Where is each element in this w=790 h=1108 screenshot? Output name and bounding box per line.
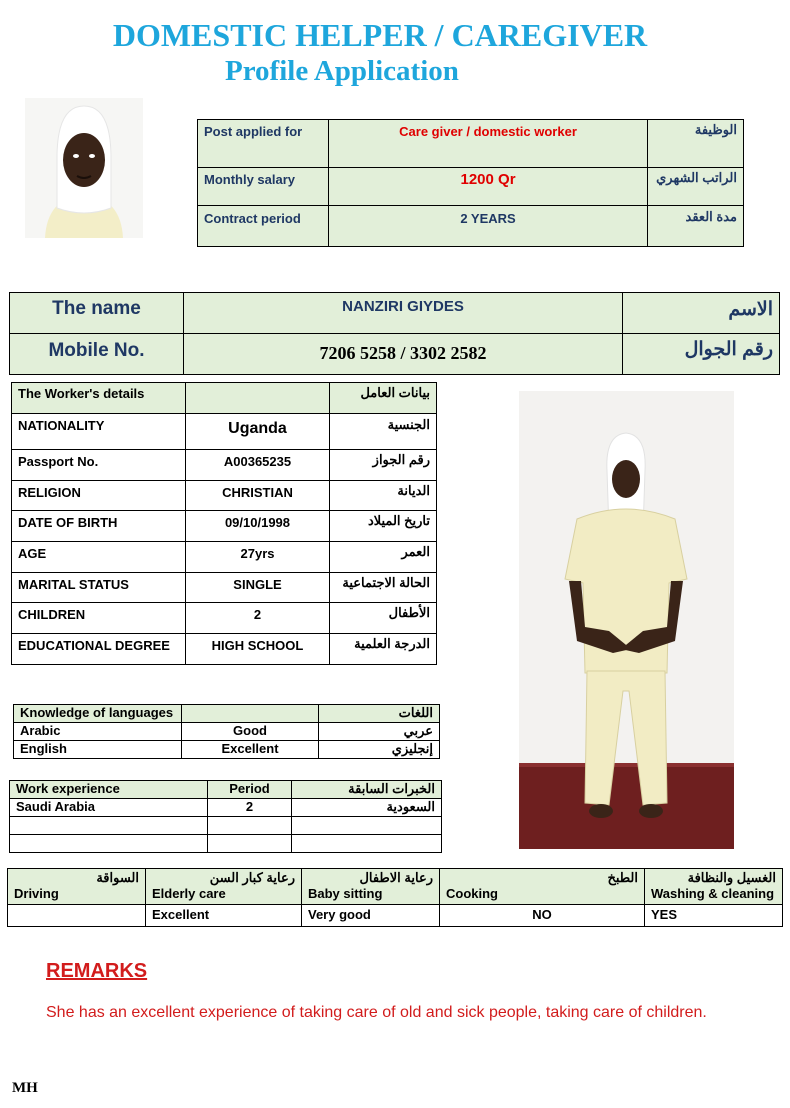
marital-value: SINGLE [186, 573, 330, 603]
details-row [12, 573, 437, 603]
language-label: Arabic [14, 723, 182, 741]
skill-baby [302, 869, 440, 905]
marital-arabic: الحالة الاجتماعية [330, 573, 437, 603]
details-header-label: The Worker's details [12, 383, 186, 414]
language-row [14, 741, 440, 759]
details-header-blank [186, 383, 330, 414]
empty-cell [10, 835, 208, 853]
experience-row [10, 799, 442, 817]
languages-header-blank [182, 705, 319, 723]
name-value: NANZIRI GIYDES [184, 293, 623, 334]
skill-washing [645, 869, 783, 905]
skill-cooking [440, 869, 645, 905]
nationality-label: NATIONALITY [12, 414, 186, 450]
experience-header-label: Work experience [10, 781, 208, 799]
passport-label: Passport No. [12, 450, 186, 481]
details-header-arabic: بيانات العامل [330, 383, 437, 414]
language-level: Good [182, 723, 319, 741]
empty-cell [292, 835, 442, 853]
skill-cooking-value: NO [440, 905, 645, 927]
remarks-heading: REMARKS [46, 960, 148, 982]
contract-value: 2 YEARS [329, 206, 648, 247]
language-arabic: عربي [319, 723, 440, 741]
job-table [197, 119, 744, 247]
experience-arabic: السعودية [292, 799, 442, 817]
empty-cell [292, 817, 442, 835]
experience-table [9, 780, 442, 853]
details-row [12, 603, 437, 634]
details-row [12, 511, 437, 542]
skills-table [7, 868, 783, 927]
religion-label: RELIGION [12, 481, 186, 511]
post-label: Post applied for [198, 120, 329, 168]
dob-value: 09/10/1998 [186, 511, 330, 542]
skill-elderly-label: Elderly care [152, 886, 226, 901]
experience-header-arabic: الخبرات السابقة [292, 781, 442, 799]
children-label: CHILDREN [12, 603, 186, 634]
name-label: The name [10, 293, 184, 334]
skill-washing-label: Washing & cleaning [651, 886, 775, 901]
dob-arabic: تاريخ الميلاد [330, 511, 437, 542]
details-row [12, 542, 437, 573]
passport-arabic: رقم الجواز [330, 450, 437, 481]
skill-elderly [146, 869, 302, 905]
language-level: Excellent [182, 741, 319, 759]
nationality-value: Uganda [186, 414, 330, 450]
mobile-label: Mobile No. [10, 334, 184, 375]
skill-elderly-value: Excellent [146, 905, 302, 927]
experience-header-period: Period [208, 781, 292, 799]
skill-driving-label: Driving [14, 886, 59, 901]
experience-header [10, 781, 442, 799]
language-row [14, 723, 440, 741]
experience-country: Saudi Arabia [10, 799, 208, 817]
age-value: 27yrs [186, 542, 330, 573]
language-arabic: إنجليزي [319, 741, 440, 759]
skill-baby-label: Baby sitting [308, 886, 383, 901]
identity-row-name [10, 293, 780, 334]
skill-baby-value: Very good [302, 905, 440, 927]
contract-arabic: مدة العقد [647, 206, 743, 247]
portrait-photo [25, 98, 143, 238]
document-subtitle: Profile Application [225, 55, 459, 87]
document-title: DOMESTIC HELPER / CAREGIVER [112, 17, 648, 53]
skills-header [8, 869, 783, 905]
salary-arabic: الراتب الشهري [647, 168, 743, 206]
skill-cooking-label: Cooking [446, 886, 498, 901]
languages-header [14, 705, 440, 723]
job-row-contract [198, 206, 744, 247]
footer-initials: MH [12, 1080, 38, 1096]
education-arabic: الدرجة العلمية [330, 634, 437, 665]
skill-washing-arabic: الغسيل والنظافة [687, 870, 776, 885]
religion-arabic: الديانة [330, 481, 437, 511]
identity-table [9, 292, 780, 375]
languages-header-arabic: اللغات [319, 705, 440, 723]
experience-row-empty [10, 835, 442, 853]
job-row-post [198, 120, 744, 168]
dob-label: DATE OF BIRTH [12, 511, 186, 542]
post-value: Care giver / domestic worker [329, 120, 648, 168]
job-row-salary [198, 168, 744, 206]
skill-elderly-arabic: رعاية كبار السن [209, 870, 295, 885]
empty-cell [10, 817, 208, 835]
post-arabic: الوظيفة [647, 120, 743, 168]
details-row [12, 414, 437, 450]
skill-driving [8, 869, 146, 905]
children-arabic: الأطفال [330, 603, 437, 634]
contract-label: Contract period [198, 206, 329, 247]
age-label: AGE [12, 542, 186, 573]
skill-driving-arabic: السواقة [96, 870, 139, 885]
details-row [12, 634, 437, 665]
remarks-text: She has an excellent experience of taking care of old and sick people, taking care of children. [46, 1004, 707, 1021]
empty-cell [208, 835, 292, 853]
skill-cooking-arabic: الطبخ [607, 870, 638, 885]
children-value: 2 [186, 603, 330, 634]
education-value: HIGH SCHOOL [186, 634, 330, 665]
details-row [12, 481, 437, 511]
skill-washing-value: YES [645, 905, 783, 927]
name-arabic: الاسم [623, 293, 780, 334]
details-header [12, 383, 437, 414]
skill-driving-value [8, 905, 146, 927]
education-label: EDUCATIONAL DEGREE [12, 634, 186, 665]
languages-header-label: Knowledge of languages [14, 705, 182, 723]
skill-baby-arabic: رعاية الاطفال [359, 870, 433, 885]
identity-row-mobile [10, 334, 780, 375]
experience-period: 2 [208, 799, 292, 817]
mobile-value: 7206 5258 / 3302 2582 [184, 334, 623, 375]
marital-label: MARITAL STATUS [12, 573, 186, 603]
details-row [12, 450, 437, 481]
mobile-arabic: رقم الجوال [623, 334, 780, 375]
language-label: English [14, 741, 182, 759]
experience-row-empty [10, 817, 442, 835]
full-body-photo [519, 391, 734, 849]
salary-label: Monthly salary [198, 168, 329, 206]
salary-value: 1200 Qr [329, 168, 648, 206]
age-arabic: العمر [330, 542, 437, 573]
empty-cell [208, 817, 292, 835]
nationality-arabic: الجنسية [330, 414, 437, 450]
details-table [11, 382, 437, 665]
passport-value: A00365235 [186, 450, 330, 481]
languages-table [13, 704, 440, 759]
skills-values [8, 905, 783, 927]
religion-value: CHRISTIAN [186, 481, 330, 511]
